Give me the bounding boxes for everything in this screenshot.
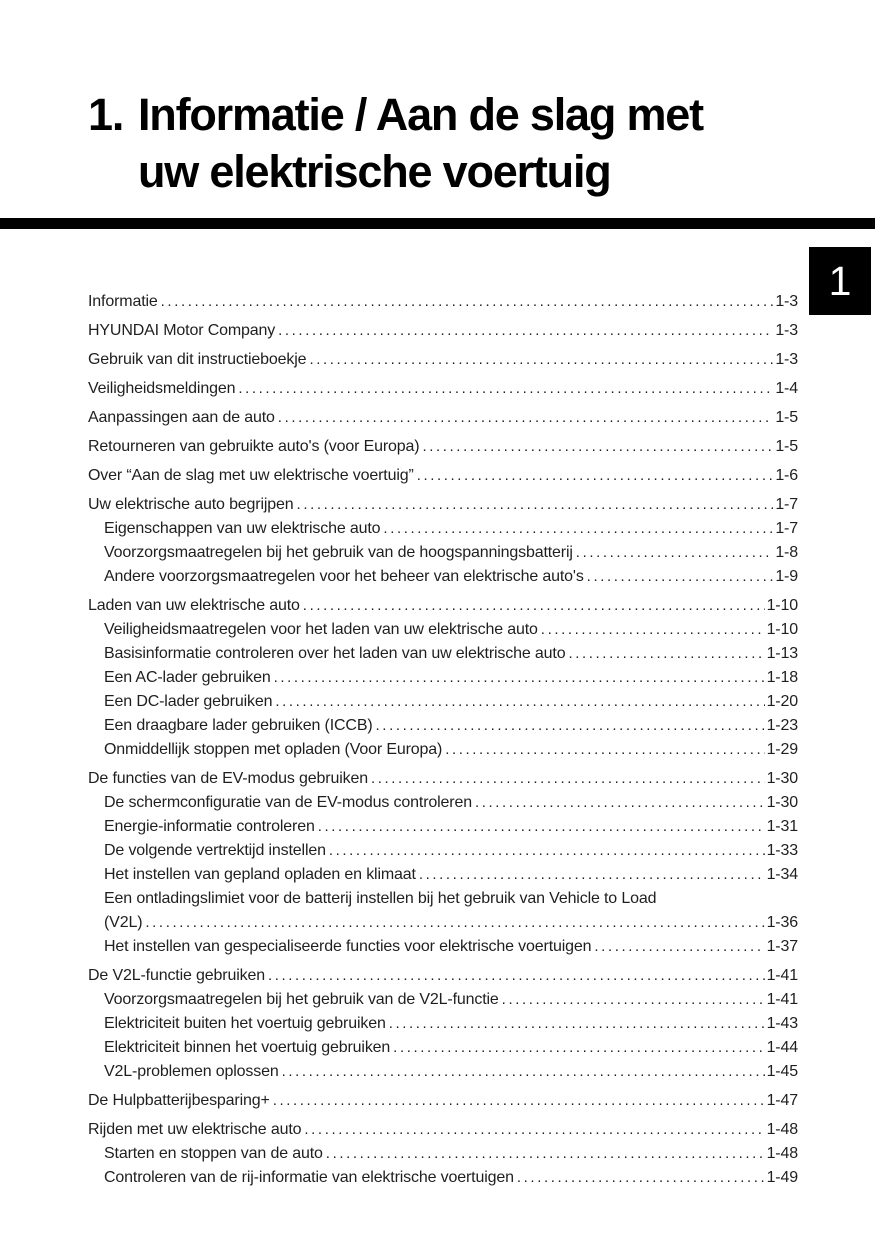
toc-entry-continuation xyxy=(104,913,798,933)
toc-entry[interactable] xyxy=(104,1144,798,1164)
toc-leader-dots xyxy=(371,769,765,789)
toc-entry[interactable] xyxy=(104,692,798,712)
toc-entry-label: Het instellen van gepland opladen en klimaat xyxy=(104,866,416,883)
toc-leader-dots xyxy=(389,1014,765,1034)
divider-bar xyxy=(0,218,875,229)
toc-entry-label: Starten en stoppen van de auto xyxy=(104,1145,323,1162)
toc-entry[interactable] xyxy=(88,321,798,341)
toc-entry-label: Elektriciteit binnen het voertuig gebruiken xyxy=(104,1039,391,1056)
toc-entry[interactable] xyxy=(88,495,798,515)
toc-entry[interactable] xyxy=(104,793,798,813)
toc-entry[interactable] xyxy=(104,740,798,760)
toc-entry[interactable] xyxy=(88,1091,798,1111)
toc-entry[interactable] xyxy=(88,350,798,370)
toc-leader-dots xyxy=(282,1062,765,1082)
toc-entry-label: Onmiddellijk stoppen met opladen (Voor Europa) xyxy=(104,741,443,758)
toc-leader-dots xyxy=(419,865,765,885)
toc-leader-dots xyxy=(318,817,765,837)
toc-entry[interactable] xyxy=(88,769,798,789)
toc-page-number: 1-5 xyxy=(775,409,798,426)
toc-page-number: 1-30 xyxy=(766,770,798,787)
chapter-title-line1: Informatie / Aan de slag met xyxy=(138,89,703,140)
chapter-title-text xyxy=(138,86,703,200)
toc-entry-label: De volgende vertrektijd instellen xyxy=(104,842,326,859)
toc-entry-label: Eigenschappen van uw elektrische auto xyxy=(104,520,381,537)
toc-entry-label: Retourneren van gebruikte auto's (voor Europa) xyxy=(88,438,420,455)
toc-page-number: 1-49 xyxy=(766,1169,798,1186)
toc-leader-dots xyxy=(541,620,765,640)
toc-entry-label: Basisinformatie controleren over het laden van uw elektrische auto xyxy=(104,645,566,662)
toc-page-number: 1-41 xyxy=(766,967,798,984)
toc-page-number: 1-33 xyxy=(766,842,798,859)
toc-entry-label: Veiligheidsmaatregelen voor het laden van uw elektrische auto xyxy=(104,621,538,638)
toc-page-number: 1-43 xyxy=(766,1015,798,1032)
toc-page-number: 1-7 xyxy=(775,520,798,537)
toc-page-number: 1-41 xyxy=(766,991,798,1008)
chapter-title-line2: uw elektrische voertuig xyxy=(138,146,611,197)
toc-leader-dots xyxy=(475,793,765,813)
toc-entry[interactable] xyxy=(104,543,798,563)
toc-page-number: 1-3 xyxy=(775,322,798,339)
toc-page-number: 1-5 xyxy=(775,438,798,455)
toc-page-number: 1-37 xyxy=(766,938,798,955)
toc-entry-label: Het instellen van gespecialiseerde functies voor elektrische voertuigen xyxy=(104,938,592,955)
toc-page-number: 1-9 xyxy=(775,568,798,585)
toc-entry-label: Controleren van de rij-informatie van elektrische voertuigen xyxy=(104,1169,514,1186)
toc-leader-dots xyxy=(145,913,764,933)
toc-leader-dots xyxy=(568,644,764,664)
toc-page-number: 1-10 xyxy=(766,621,798,638)
toc-entry-label: De functies van de EV-modus gebruiken xyxy=(88,770,368,787)
toc-page-number: 1-18 xyxy=(766,669,798,686)
toc-entry-label: Voorzorgsmaatregelen bij het gebruik van de V2L-functie xyxy=(104,991,499,1008)
toc-entry[interactable] xyxy=(104,668,798,688)
toc-entry-label-line2: (V2L) xyxy=(104,914,143,931)
toc-entry-label: Over “Aan de slag met uw elektrische voertuig” xyxy=(88,467,414,484)
chapter-title xyxy=(88,86,703,200)
toc-entry-label: V2L-problemen oplossen xyxy=(104,1063,279,1080)
toc-leader-dots xyxy=(275,692,764,712)
toc-leader-dots xyxy=(309,350,773,370)
toc-leader-dots xyxy=(445,740,764,760)
toc-entry[interactable] xyxy=(88,408,798,428)
toc-entry[interactable] xyxy=(88,379,798,399)
toc-entry[interactable] xyxy=(104,937,798,957)
toc-entry-label: Gebruik van dit instructieboekje xyxy=(88,351,307,368)
toc-entry[interactable] xyxy=(104,519,798,539)
toc-entry[interactable] xyxy=(104,1038,798,1058)
chapter-number: 1. xyxy=(88,89,124,140)
toc-entry[interactable] xyxy=(104,644,798,664)
toc-page-number: 1-29 xyxy=(766,741,798,758)
toc-page-number: 1-44 xyxy=(766,1039,798,1056)
toc-entry-label: Een DC-lader gebruiken xyxy=(104,693,273,710)
toc-entry-label: Informatie xyxy=(88,293,158,310)
toc-leader-dots xyxy=(238,379,773,399)
toc-leader-dots xyxy=(329,841,765,861)
toc-page-number: 1-48 xyxy=(766,1145,798,1162)
toc-entry[interactable] xyxy=(88,437,798,457)
table-of-contents xyxy=(88,283,798,1188)
toc-entry-label: Een ontladingslimiet voor de batterij instellen bij het gebruik van Vehicle to Load xyxy=(104,890,657,907)
toc-entry[interactable] xyxy=(104,1062,798,1082)
toc-page-number: 1-47 xyxy=(766,1092,798,1109)
toc-entry-label: Een AC-lader gebruiken xyxy=(104,669,271,686)
toc-page-number: 1-3 xyxy=(775,351,798,368)
toc-page-number: 1-7 xyxy=(775,496,798,513)
toc-entry-label: Uw elektrische auto begrijpen xyxy=(88,496,294,513)
toc-entry[interactable] xyxy=(104,620,798,640)
toc-leader-dots xyxy=(417,466,774,486)
toc-entry[interactable] xyxy=(88,966,798,986)
toc-entry[interactable] xyxy=(104,889,798,933)
toc-entry[interactable] xyxy=(104,567,798,587)
toc-leader-dots xyxy=(383,519,773,539)
toc-leader-dots xyxy=(393,1038,764,1058)
toc-leader-dots xyxy=(422,437,773,457)
toc-leader-dots xyxy=(594,937,764,957)
toc-leader-dots xyxy=(274,668,765,688)
toc-entry-label: Veiligheidsmeldingen xyxy=(88,380,236,397)
toc-entry-label: De schermconfiguratie van de EV-modus controleren xyxy=(104,794,472,811)
toc-page-number: 1-8 xyxy=(775,544,798,561)
toc-entry[interactable] xyxy=(104,817,798,837)
toc-entry-label: Een draagbare lader gebruiken (ICCB) xyxy=(104,717,373,734)
toc-entry[interactable] xyxy=(104,716,798,736)
toc-entry-label: HYUNDAI Motor Company xyxy=(88,322,276,339)
toc-entry-label: Voorzorgsmaatregelen bij het gebruik van de hoogspanningsbatterij xyxy=(104,544,573,561)
toc-leader-dots xyxy=(303,596,765,616)
toc-page-number: 1-36 xyxy=(766,914,798,931)
toc-page-number: 1-45 xyxy=(766,1063,798,1080)
toc-leader-dots xyxy=(304,1120,764,1140)
toc-leader-dots xyxy=(278,321,773,341)
toc-page-number: 1-23 xyxy=(766,717,798,734)
toc-entry-label: De V2L-functie gebruiken xyxy=(88,967,265,984)
toc-leader-dots xyxy=(326,1144,765,1164)
toc-leader-dots xyxy=(273,1091,765,1111)
toc-leader-dots xyxy=(376,716,765,736)
toc-entry-label: Laden van uw elektrische auto xyxy=(88,597,300,614)
toc-entry-label: Andere voorzorgsmaatregelen voor het beheer van elektrische auto's xyxy=(104,568,584,585)
toc-entry[interactable] xyxy=(104,841,798,861)
toc-entry-label: Rijden met uw elektrische auto xyxy=(88,1121,302,1138)
toc-page-number: 1-10 xyxy=(766,597,798,614)
toc-entry-label: Aanpassingen aan de auto xyxy=(88,409,275,426)
section-tab-label: 1 xyxy=(828,257,852,304)
toc-entry[interactable] xyxy=(88,292,798,312)
toc-entry-label: De Hulpbatterijbesparing+ xyxy=(88,1092,270,1109)
toc-page-number: 1-31 xyxy=(766,818,798,835)
toc-entry[interactable] xyxy=(104,1168,798,1188)
toc-leader-dots xyxy=(161,292,774,312)
toc-leader-dots xyxy=(502,990,765,1010)
toc-entry[interactable] xyxy=(88,1120,798,1140)
toc-page-number: 1-4 xyxy=(775,380,798,397)
toc-leader-dots xyxy=(587,567,774,587)
toc-leader-dots xyxy=(517,1168,765,1188)
toc-page-number: 1-13 xyxy=(766,645,798,662)
toc-leader-dots xyxy=(297,495,774,515)
section-tab xyxy=(809,247,871,315)
toc-leader-dots xyxy=(268,966,765,986)
toc-entry[interactable] xyxy=(88,466,798,486)
toc-page-number: 1-20 xyxy=(766,693,798,710)
toc-entry[interactable] xyxy=(104,990,798,1010)
toc-page-number: 1-48 xyxy=(766,1121,798,1138)
toc-page-number: 1-6 xyxy=(775,467,798,484)
toc-leader-dots xyxy=(278,408,774,428)
toc-entry-label: Energie-informatie controleren xyxy=(104,818,315,835)
toc-entry-label: Elektriciteit buiten het voertuig gebruiken xyxy=(104,1015,386,1032)
toc-page-number: 1-30 xyxy=(766,794,798,811)
toc-entry[interactable] xyxy=(88,596,798,616)
toc-entry[interactable] xyxy=(104,1014,798,1034)
toc-page-number: 1-3 xyxy=(775,293,798,310)
toc-leader-dots xyxy=(576,543,774,563)
toc-entry[interactable] xyxy=(104,865,798,885)
toc-page-number: 1-34 xyxy=(766,866,798,883)
